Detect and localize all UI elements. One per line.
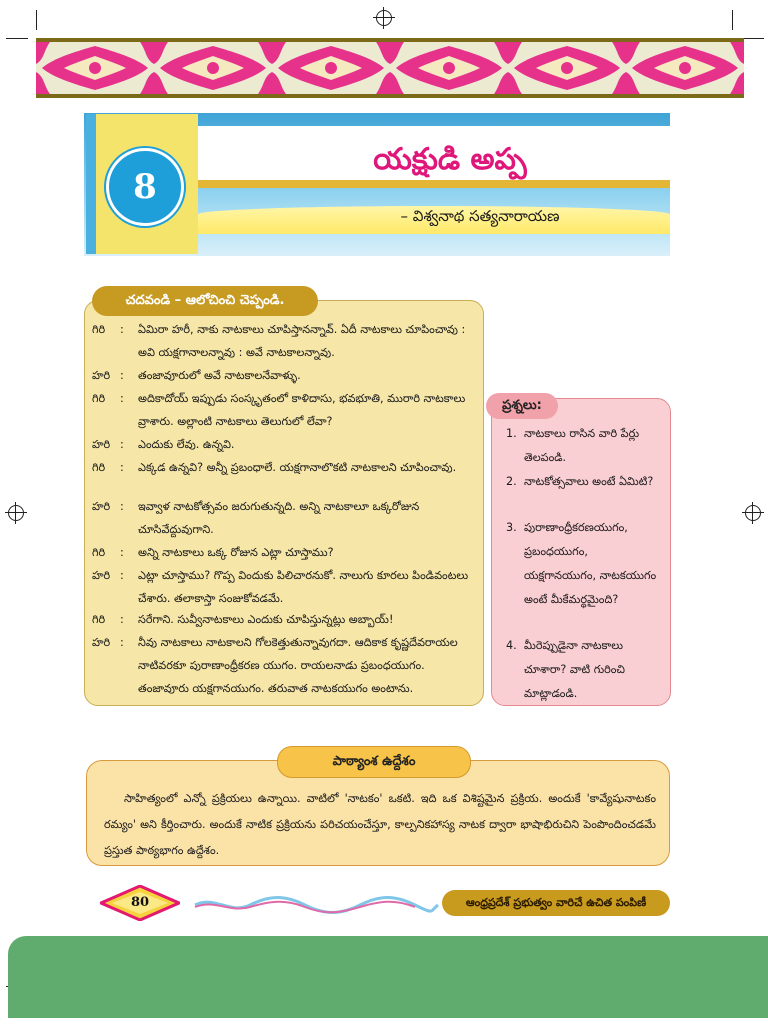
speaker-name: హరి: [92, 369, 111, 382]
speaker-name: హరి: [92, 569, 111, 582]
dialogue-text: సరేగాని. సువ్వీనాటకాలు ఎందుకు చూపిస్తున్నట్లు అబ్బాయ్!: [138, 613, 394, 626]
dialogue-text: అదికాదోయ్ ఇప్పుడు సంస్కృతంలో కాళిదాసు, భవభూతి, మురారి నాటకాలు వ్రాశారు. అల్లాంటి నాటకాలు తెలుగులో లేవా?: [138, 392, 466, 428]
decorative-flourish-icon: [190, 895, 440, 915]
purpose-text: సాహిత్యంలో ఎన్నో ప్రక్రియలు ఉన్నాయి. వాటిలో 'నాటకం' ఒకటి. ఇది ఒక విశిష్టమైన ప్రక్రియ. అందుకే 'కావ్యేషునాటకం రమ్యం' అని కీర్తించారు. అందుకే నాటిక ప్రక్రియను పరిచయంచేస్తూ, కాల్పనికహాస్య నాటక ద్వారా భాషాభిరుచిని పెంపొందించడమే ప్రస్తుత పాఠ్యభాగం ఉద్దేశం.: [104, 792, 656, 857]
dialogue-text: ఎక్కడ ఉన్నవి? అన్నీ ప్రబంధాలే. యక్షగానాలొకటి నాటకాలని చూపించావు.: [138, 461, 457, 474]
speaker-colon: :: [120, 500, 124, 513]
dialogue-text: ఎట్లా చూస్తాము? గొప్ప విందుకు పిలిచారనుకో. నాలుగు కూరలు పిండివంటలు చేశారు. తలాకాస్తా సంజుకోవడమే.: [138, 569, 469, 605]
question-text: మీరెప్పుడైనా నాటకాలు చూశారా? వాటి గురించి మాట్లాడండి.: [524, 639, 626, 700]
speaker-name: హరి: [92, 438, 111, 451]
dialogue-text: నీవు నాటకాలు నాటకాలని గోలకెత్తుతున్నావుగదా. ఆదికాక కృష్ణదేవరాయల నాటివరకూ పురాణాంధ్రీకరణ యుగం. రాయలనాడు ప్రబంధయుగం. తంజావూరు యక్షగానయుగం. తరువాత నాటకయుగం అంటాను.: [138, 636, 458, 695]
purpose-heading: పాఠ్యాంశ ఉద్దేశం: [277, 746, 471, 778]
crop-mark: [732, 10, 733, 30]
registration-mark-icon: [8, 505, 24, 521]
speaker-name: గిరి: [92, 461, 106, 474]
crop-mark: [36, 10, 37, 30]
page-title: యక్షుడి అప్ప: [373, 142, 527, 177]
registration-mark-icon: [376, 10, 392, 26]
dialogue-text: తంజావూరులో అవే నాటకాలనేవాళ్ళు.: [138, 369, 301, 382]
question-number: 3.: [506, 521, 517, 534]
speaker-colon: :: [120, 569, 124, 582]
speaker-colon: :: [120, 369, 124, 382]
dialogue-text: ఇవ్వాళ నాటకోత్సవం జరుగుతున్నది. అన్ని నాటకాలూ ఒక్కరోజున చూసివేద్దువుగాని.: [138, 500, 420, 536]
speaker-name: గిరి: [92, 392, 106, 405]
dialogue-line: [92, 318, 476, 364]
speaker-colon: :: [120, 392, 124, 405]
question-number: 1.: [506, 427, 517, 440]
distribution-note: ఆంధ్రప్రదేశ్ ప్రభుత్వం వారిచే ఉచిత పంపిణీ: [442, 890, 670, 916]
speaker-colon: :: [120, 438, 124, 451]
speaker-colon: :: [120, 546, 124, 559]
speaker-colon: :: [120, 461, 124, 474]
footer-bar: [8, 936, 768, 1018]
speaker-colon: :: [120, 323, 124, 336]
speaker-name: గిరి: [92, 323, 106, 336]
speaker-name: గిరి: [92, 613, 106, 626]
question-number: 4.: [506, 639, 517, 652]
question-text: పురాణాంధ్రీకరణయుగం, ప్రబంధయుగం, యక్షగానయుగం, నాటకయుగం అంటే మీకేమర్థమైంది?: [524, 521, 657, 606]
speaker-name: హరి: [92, 500, 111, 513]
speaker-name: హరి: [92, 636, 111, 649]
dialogue-text: ఎందుకు లేవు. ఉన్నవి.: [138, 438, 235, 451]
dialogue-heading: చదవండి – ఆలోచించి చెప్పండి.: [92, 286, 318, 316]
question-text: నాటకోత్సవాలు అంటే ఏమిటి?: [524, 475, 654, 488]
ornament-pattern-icon: [36, 42, 744, 94]
page-number: 80: [130, 895, 150, 910]
dialogue-text: ఏమిరా హరీ, నాకు నాటకాలు చూపిస్తానన్నావ్. ఏదీ నాటకాలు చూపించావు : అవి యక్షగానాలన్నావు : అవే నాటకాలన్నావు.: [138, 323, 466, 359]
question-text: నాటకాలు రాసిన వారి పేర్లు తెలపండి.: [524, 427, 640, 464]
dialogue-text: అన్ని నాటకాలు ఒక్క రోజున ఎట్లా చూస్తాము?: [138, 546, 334, 559]
questions-heading: ప్రశ్నలు:: [486, 393, 558, 419]
crop-mark: [742, 38, 764, 39]
speaker-colon: :: [120, 613, 124, 626]
author-name: – విశ్వనాథ సత్యనారాయణ: [400, 207, 560, 225]
question-number: 2.: [506, 475, 517, 488]
crop-mark: [6, 38, 28, 39]
decorative-border: [36, 38, 744, 98]
registration-mark-icon: [745, 505, 761, 521]
chapter-number: 8: [133, 167, 157, 207]
speaker-name: గిరి: [92, 546, 106, 559]
speaker-colon: :: [120, 636, 124, 649]
